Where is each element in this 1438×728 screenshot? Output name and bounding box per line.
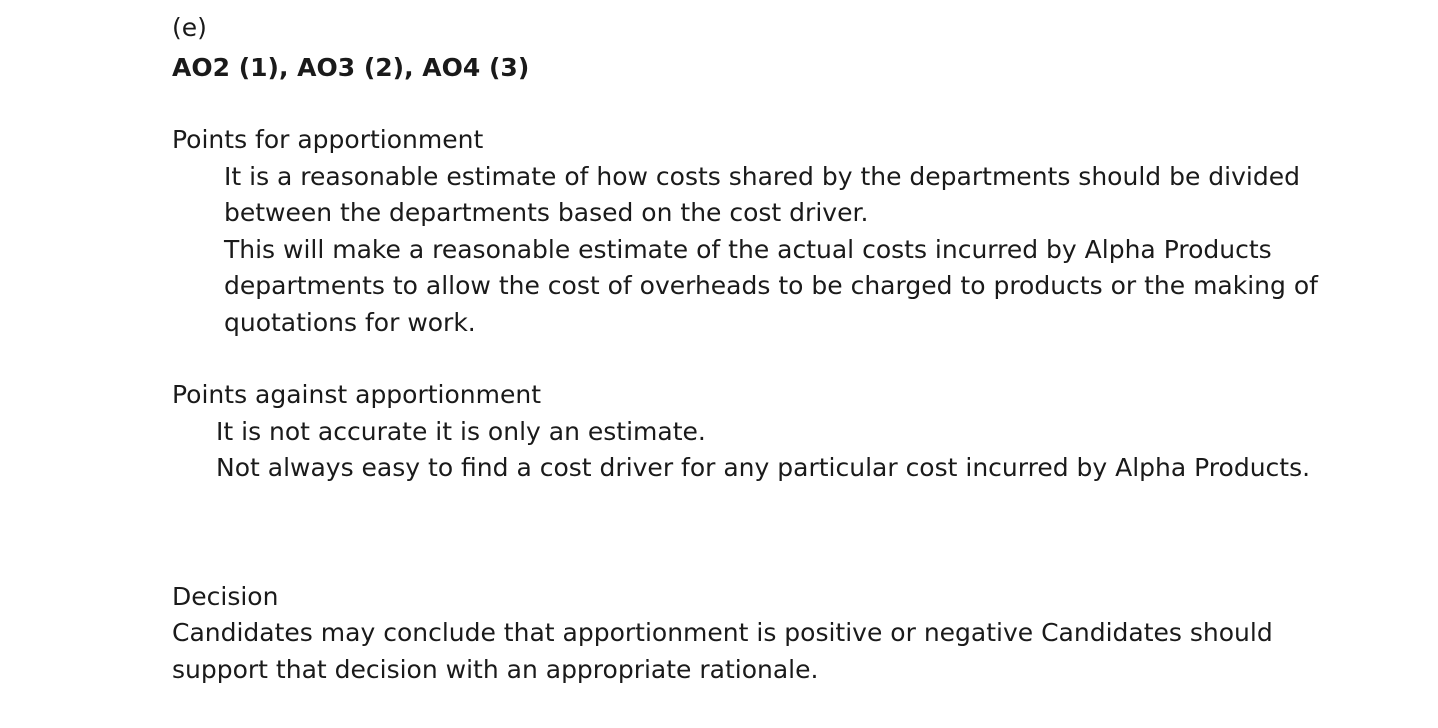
decision-text: Candidates may conclude that apportionment is positive or negative Candidates should support that decision with an appropriate rationale. — [172, 618, 1281, 684]
decision-heading: Decision — [172, 581, 279, 611]
assessment-objectives-line: AO2 (1), AO3 (2), AO4 (3) — [172, 53, 530, 82]
section-points-for — [172, 122, 1322, 341]
spacer — [172, 341, 1322, 377]
section-decision — [172, 579, 1322, 689]
section-heading: Points for apportionment — [172, 125, 484, 154]
section-paragraph: This will make a reasonable estimate of the actual costs incurred by Alpha Products departments to allow the cost of overheads to be charged to products or the making of quotations for work. — [224, 234, 1318, 337]
section-paragraph: It is not accurate it is only an estimate. — [216, 416, 706, 446]
spacer — [172, 487, 1322, 543]
section-paragraph: It is a reasonable estimate of how costs shared by the departments should be divided between the departments based on the cost driver. — [224, 161, 1300, 227]
part-label: (e) — [172, 13, 207, 42]
spacer — [172, 543, 1322, 579]
document-body — [172, 10, 1322, 688]
section-heading: Points against apportionment — [172, 380, 542, 409]
spacer — [172, 86, 1322, 122]
section-points-against — [172, 377, 1322, 487]
section-paragraph: Not always easy to find a cost driver for any particular cost incurred by Alpha Products. — [216, 453, 1311, 482]
